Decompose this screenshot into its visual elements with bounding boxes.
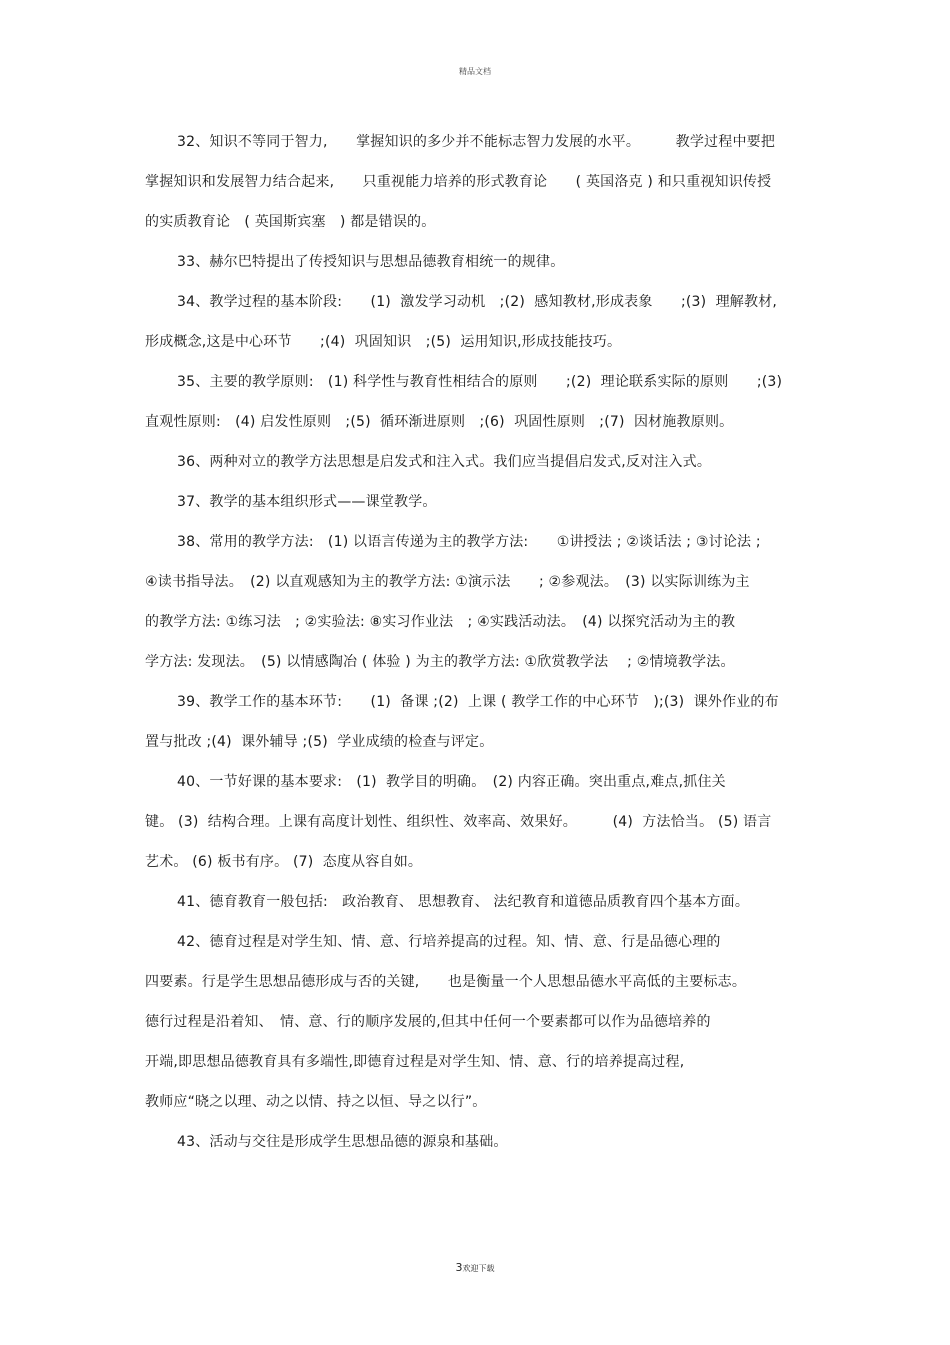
paragraph-32-line-1: 32、知识不等同于智力, 掌握知识的多少并不能标志智力发展的水平。 教学过程中要把 — [177, 134, 776, 150]
paragraph-42-line-1: 42、德育过程是对学生知、情、意、行培养提高的过程。知、情、意、行是品德心理的 — [177, 934, 721, 950]
page-number: 3 — [455, 1261, 463, 1274]
page-footer — [0, 1261, 950, 1274]
paragraph-32-line-3: 的实质教育论 ( 英国斯宾塞 ) 都是错误的。 — [145, 214, 436, 230]
footer-text: 欢迎下载 — [462, 1264, 495, 1273]
paragraph-42-line-3: 德行过程是沿着知、 情、意、行的顺序发展的,但其中任何一个要素都可以作为品德培养的 — [145, 1014, 711, 1030]
paragraph-35-line-2: 直观性原则: (4) 启发性原则 ;(5) 循环渐进原则 ;(6) 巩固性原则 ;(7) 因材施教原则。 — [145, 414, 734, 430]
paragraph-34-line-2: 形成概念,这是中心环节 ;(4) 巩固知识 ;(5) 运用知识,形成技能技巧。 — [145, 334, 622, 350]
paragraph-36-line-1: 36、两种对立的教学方法思想是启发式和注入式。我们应当提倡启发式,反对注入式。 — [177, 454, 712, 470]
paragraph-38-line-1: 38、常用的教学方法: (1) 以语言传递为主的教学方法: ①讲授法 ; ②谈话法 ; ③讨论法 ; — [177, 534, 761, 550]
paragraph-43-line-1: 43、活动与交往是形成学生思想品德的源泉和基础。 — [177, 1134, 508, 1150]
page-header: 精品文档 — [459, 67, 491, 76]
paragraph-33-line-1: 33、赫尔巴特提出了传授知识与思想品德教育相统一的规律。 — [177, 254, 565, 270]
paragraph-42-line-2: 四要素。行是学生思想品德形成与否的关键, 也是衡量一个人思想品德水平高低的主要标志。 — [145, 974, 747, 990]
paragraph-40-line-2: 键。 (3) 结构合理。上课有高度计划性、组织性、效率高、效果好。 (4) 方法恰当。 (5) 语言 — [145, 814, 772, 830]
paragraph-39-line-2: 置与批改 ;(4) 课外辅导 ;(5) 学业成绩的检查与评定。 — [145, 734, 494, 750]
paragraph-40-line-3: 艺术。 (6) 板书有序。 (7) 态度从容自如。 — [145, 854, 423, 870]
paragraph-42-line-5: 教师应“晓之以理、动之以情、持之以恒、导之以行”。 — [145, 1094, 487, 1110]
paragraph-32-line-2: 掌握知识和发展智力结合起来, 只重视能力培养的形式教育论 ( 英国洛克 ) 和只重视知识传授 — [145, 174, 772, 190]
paragraph-40-line-1: 40、一节好课的基本要求: (1) 教学目的明确。 (2) 内容正确。突出重点,难点,抓住关 — [177, 774, 726, 790]
paragraph-41-line-1: 41、德育教育一般包括: 政治教育、 思想教育、 法纪教育和道德品质教育四个基本方面。 — [177, 894, 750, 910]
paragraph-42-line-4: 开端,即思想品德教育具有多端性,即德育过程是对学生知、情、意、行的培养提高过程, — [145, 1054, 685, 1070]
paragraph-38-line-3: 的教学方法: ①练习法 ; ②实验法: ⑧实习作业法 ; ④实践活动法。 (4) 以探究活动为主的教 — [145, 614, 736, 630]
paragraph-34-line-1: 34、教学过程的基本阶段: (1) 激发学习动机 ;(2) 感知教材,形成表象 ;(3) 理解教材, — [177, 294, 778, 310]
paragraph-37-line-1: 37、教学的基本组织形式——课堂教学。 — [177, 494, 437, 510]
paragraph-39-line-1: 39、教学工作的基本环节: (1) 备课 ;(2) 上课 ( 教学工作的中心环节 );(3) 课外作业的布 — [177, 694, 779, 710]
paragraph-35-line-1: 35、主要的教学原则: (1) 科学性与教育性相结合的原则 ;(2) 理论联系实际的原则 ;(3) — [177, 374, 783, 390]
paragraph-38-line-4: 学方法: 发现法。 (5) 以情感陶冶 ( 体验 ) 为主的教学方法: ①欣赏教学法 ; ②情境教学法。 — [145, 654, 735, 670]
paragraph-38-line-2: ④读书指导法。 (2) 以直观感知为主的教学方法: ①演示法 ; ②参观法。 (3) 以实际训练为主 — [145, 574, 750, 590]
